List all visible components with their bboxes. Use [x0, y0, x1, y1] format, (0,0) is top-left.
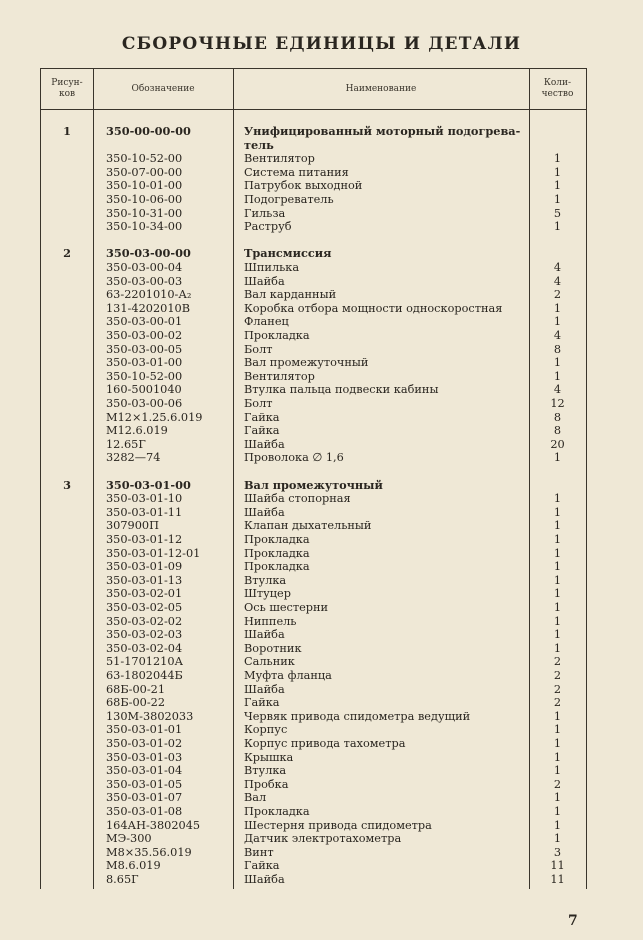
- name-cell: Втулка: [244, 764, 287, 778]
- name-cell: Гайка: [244, 410, 280, 424]
- designation-cell: 350-07-00-00: [106, 165, 183, 179]
- designation-cell: 350-03-01-10: [106, 492, 183, 506]
- quantity-cell: 1: [553, 628, 562, 642]
- figure-cell: [41, 764, 93, 778]
- quantity-cell: 1: [553, 791, 562, 805]
- figure-cell: [41, 207, 93, 221]
- name-cell: Коробка отбора мощности односкоростная: [244, 301, 503, 315]
- designation-cell: МЭ-300: [106, 832, 152, 846]
- quantity-cell: 11: [550, 873, 565, 886]
- quantity-cell: 1: [553, 492, 562, 506]
- name-cell: Шайба: [244, 628, 285, 642]
- name-cell: Вал промежуточный: [244, 477, 383, 492]
- figure-cell: [41, 261, 93, 275]
- name-cell: Вентилятор: [244, 152, 315, 166]
- figure-cell: [41, 832, 93, 846]
- designation-cell: 350-03-00-05: [106, 342, 183, 356]
- figure-cell: [41, 737, 93, 751]
- quantity-cell: 1: [553, 505, 562, 519]
- name-cell: Муфта фланца: [244, 669, 332, 682]
- name-cell: Сальник: [244, 655, 295, 669]
- designation-cell: 131-4202010В: [106, 301, 190, 315]
- figure-cell: [41, 778, 93, 792]
- figure-cell: [41, 315, 93, 329]
- figure-cell: [41, 846, 93, 860]
- figure-cell: [41, 615, 93, 629]
- name-cell: Ось шестерни: [244, 601, 329, 614]
- parts-table: [40, 68, 587, 889]
- quantity-cell: 1: [553, 451, 562, 465]
- figure-cell: [41, 411, 93, 425]
- designation-cell: 160-5001040: [106, 383, 182, 397]
- quantity-cell: 1: [553, 220, 562, 234]
- designation-cell: 350-10-01-00: [106, 179, 183, 193]
- quantity-cell: [529, 479, 586, 493]
- figure-cell: [41, 179, 93, 193]
- designation-cell: 8.65Г: [106, 873, 139, 886]
- designation-cell: 350-00-00-00: [106, 124, 191, 138]
- figure-cell: [41, 275, 93, 289]
- figure-cell: [41, 873, 93, 887]
- name-cell: Прокладка: [244, 805, 310, 818]
- designation-cell: 350-03-01-04: [106, 764, 183, 778]
- quantity-cell: 1: [553, 519, 562, 533]
- designation-cell: 350-03-01-11: [106, 505, 183, 519]
- quantity-cell: 2: [553, 655, 562, 669]
- figure-cell: [41, 356, 93, 370]
- quantity-cell: 4: [553, 274, 562, 288]
- figure-cell: [41, 329, 93, 343]
- quantity-cell: 8: [553, 424, 562, 438]
- figure-cell: [41, 696, 93, 710]
- designation-cell: [106, 139, 236, 153]
- designation-cell: 350-03-01-07: [106, 791, 183, 805]
- name-cell: Втулка: [244, 573, 287, 587]
- quantity-cell: 1: [553, 723, 562, 737]
- quantity-cell: 1: [553, 165, 562, 179]
- designation-cell: 350-03-01-01: [106, 723, 183, 737]
- figure-cell: [41, 451, 93, 465]
- designation-cell: 350-03-01-08: [106, 805, 183, 818]
- figure-cell: [41, 655, 93, 669]
- designation-cell: 350-03-01-13: [106, 573, 183, 587]
- quantity-cell: 1: [553, 832, 562, 846]
- figure-cell: [41, 669, 93, 683]
- designation-cell: 164АН-3802045: [106, 818, 201, 832]
- quantity-cell: 1: [553, 587, 562, 601]
- quantity-cell: 1: [553, 179, 562, 193]
- designation-cell: М12.6.019: [106, 424, 168, 438]
- quantity-cell: 8: [553, 410, 562, 424]
- name-cell: Прокладка: [244, 533, 310, 546]
- designation-cell: 350-10-52-00: [106, 369, 183, 383]
- name-cell: Шайба: [244, 437, 285, 451]
- designation-cell: 307900П: [106, 519, 159, 533]
- figure-cell: [41, 574, 93, 588]
- name-cell: Корпус: [244, 723, 288, 737]
- quantity-cell: 1: [553, 560, 562, 574]
- header-quantity: Коли- чество: [541, 78, 574, 99]
- figure-cell: [41, 193, 93, 207]
- figure-cell: [41, 302, 93, 316]
- figure-cell: [41, 220, 93, 234]
- designation-cell: 350-03-00-00: [106, 246, 191, 261]
- name-cell: Болт: [244, 397, 273, 410]
- quantity-cell: 2: [553, 288, 562, 302]
- figure-cell: 1: [63, 124, 71, 138]
- name-cell: Червяк привода спидометра ведущий: [244, 709, 471, 723]
- figure-cell: [41, 805, 93, 819]
- name-cell: Вентилятор: [244, 369, 315, 383]
- name-cell: Ниппель: [244, 614, 297, 628]
- quantity-cell: 1: [553, 818, 562, 832]
- designation-cell: 350-03-00-06: [106, 397, 183, 410]
- page-number: 7: [568, 913, 578, 929]
- figure-cell: [41, 533, 93, 547]
- name-cell: Трансмиссия: [244, 246, 332, 261]
- designation-cell: 350-03-01-00: [106, 477, 191, 492]
- figure-cell: [41, 152, 93, 166]
- designation-cell: 63-1802044Б: [106, 669, 183, 682]
- quantity-cell: 1: [553, 301, 562, 315]
- figure-cell: [41, 710, 93, 724]
- quantity-cell: 3: [553, 845, 562, 859]
- designation-cell: 350-03-01-02: [106, 737, 183, 750]
- figure-cell: [41, 723, 93, 737]
- figure-cell: [41, 166, 93, 180]
- name-cell: Корпус привода тахометра: [244, 737, 406, 750]
- designation-cell: 51-1701210А: [106, 655, 184, 669]
- figure-cell: [41, 791, 93, 805]
- quantity-cell: [529, 247, 586, 261]
- designation-cell: М8×35.56.019: [106, 845, 192, 859]
- quantity-cell: 12: [550, 397, 565, 410]
- figure-cell: [41, 492, 93, 506]
- name-cell: Болт: [244, 342, 273, 356]
- quantity-cell: 2: [553, 682, 562, 696]
- name-cell: Клапан дыхательный: [244, 519, 372, 533]
- figure-cell: [41, 819, 93, 833]
- name-cell: Система питания: [244, 165, 349, 179]
- designation-cell: 130М-3802033: [106, 709, 194, 723]
- quantity-cell: 1: [553, 641, 562, 655]
- column-divider: [93, 69, 94, 889]
- figure-cell: [41, 628, 93, 642]
- page-title: СБОРОЧНЫЕ ЕДИНИЦЫ И ДЕТАЛИ: [121, 34, 522, 54]
- name-cell: Винт: [244, 845, 274, 859]
- name-cell: Шайба: [244, 682, 285, 696]
- quantity-cell: 1: [553, 573, 562, 587]
- figure-cell: [41, 751, 93, 765]
- designation-cell: 350-03-02-01: [106, 587, 183, 601]
- figure-cell: [41, 547, 93, 561]
- name-cell: Воротник: [244, 641, 302, 655]
- quantity-cell: 8: [553, 342, 562, 356]
- figure-cell: [41, 424, 93, 438]
- designation-cell: 350-03-02-04: [106, 641, 183, 655]
- figure-cell: [41, 683, 93, 697]
- quantity-cell: 4: [553, 383, 562, 397]
- designation-cell: 350-03-01-05: [106, 777, 183, 791]
- designation-cell: 350-03-02-05: [106, 601, 183, 614]
- name-cell: Шайба: [244, 505, 285, 519]
- header-divider: [41, 109, 586, 110]
- designation-cell: 350-10-31-00: [106, 206, 183, 220]
- name-cell: тель: [244, 137, 274, 152]
- figure-cell: [41, 288, 93, 302]
- quantity-cell: 4: [553, 261, 562, 274]
- name-cell: Прокладка: [244, 546, 310, 560]
- figure-cell: [41, 587, 93, 601]
- name-cell: Гильза: [244, 206, 286, 220]
- quantity-cell: 1: [553, 152, 562, 166]
- designation-cell: 350-03-00-01: [106, 315, 183, 329]
- designation-cell: 350-03-01-00: [106, 356, 183, 370]
- designation-cell: 350-03-01-12: [106, 533, 183, 546]
- figure-cell: [41, 642, 93, 656]
- name-cell: Гайка: [244, 424, 280, 438]
- name-cell: Шпилька: [244, 261, 300, 274]
- figure-cell: 3: [63, 477, 71, 492]
- name-cell: Втулка пальца подвески кабины: [244, 383, 439, 397]
- quantity-cell: 2: [553, 669, 562, 682]
- figure-cell: [41, 139, 93, 153]
- quantity-cell: 1: [553, 614, 562, 628]
- quantity-cell: 2: [553, 696, 562, 710]
- quantity-cell: 4: [553, 329, 562, 342]
- figure-cell: [41, 859, 93, 873]
- quantity-cell: [529, 125, 586, 139]
- designation-cell: 350-03-02-02: [106, 614, 183, 628]
- designation-cell: 350-10-06-00: [106, 193, 183, 206]
- designation-cell: 350-03-01-09: [106, 560, 183, 574]
- quantity-cell: 1: [553, 193, 562, 206]
- figure-cell: 2: [63, 246, 71, 261]
- quantity-cell: 1: [553, 750, 562, 764]
- name-cell: Проволока ∅ 1,6: [244, 451, 344, 465]
- designation-cell: 350-03-00-02: [106, 329, 183, 342]
- header-name: Наименование: [345, 83, 417, 94]
- designation-cell: М12×1.25.6.019: [106, 410, 203, 424]
- quantity-cell: 1: [553, 601, 562, 614]
- figure-cell: [41, 383, 93, 397]
- figure-cell: [41, 506, 93, 520]
- quantity-cell: 1: [553, 369, 562, 383]
- name-cell: Гайка: [244, 696, 280, 710]
- name-cell: Вал: [244, 791, 267, 805]
- designation-cell: 350-03-02-03: [106, 628, 183, 642]
- figure-cell: [41, 560, 93, 574]
- figure-cell: [41, 519, 93, 533]
- designation-cell: 3282—74: [106, 451, 161, 465]
- quantity-cell: 1: [553, 315, 562, 329]
- name-cell: Вал промежуточный: [244, 356, 369, 370]
- header-designation: Обозначение: [131, 83, 195, 94]
- name-cell: Шайба стопорная: [244, 492, 351, 506]
- figure-cell: [41, 397, 93, 411]
- quantity-cell: 1: [553, 737, 562, 750]
- name-cell: Шестерня привода спидометра: [244, 818, 432, 832]
- designation-cell: 350-03-01-12-01: [106, 546, 201, 560]
- designation-cell: 350-10-34-00: [106, 220, 183, 234]
- quantity-cell: 1: [553, 546, 562, 560]
- name-cell: Подогреватель: [244, 193, 334, 206]
- name-cell: Унифицированный моторный подогрева-: [244, 124, 521, 138]
- quantity-cell: 1: [553, 764, 562, 778]
- figure-cell: [41, 438, 93, 452]
- header-figure: Рисун- ков: [51, 78, 83, 99]
- name-cell: Штуцер: [244, 587, 291, 601]
- name-cell: Датчик электротахометра: [244, 832, 402, 846]
- name-cell: Патрубок выходной: [244, 179, 363, 193]
- figure-cell: [41, 601, 93, 615]
- name-cell: Прокладка: [244, 329, 310, 342]
- name-cell: Шайба: [244, 873, 285, 886]
- figure-cell: [41, 343, 93, 357]
- figure-cell: [41, 370, 93, 384]
- designation-cell: 350-03-00-03: [106, 274, 183, 288]
- name-cell: Вал карданный: [244, 288, 337, 302]
- designation-cell: М8.6.019: [106, 859, 161, 873]
- name-cell: Гайка: [244, 859, 280, 873]
- quantity-cell: 20: [550, 437, 565, 451]
- quantity-cell: 2: [553, 777, 562, 791]
- name-cell: Шайба: [244, 274, 285, 288]
- quantity-cell: 5: [553, 206, 562, 220]
- designation-cell: 68Б-00-22: [106, 696, 166, 710]
- name-cell: Раструб: [244, 220, 292, 234]
- quantity-cell: 1: [553, 533, 562, 546]
- name-cell: Прокладка: [244, 560, 310, 574]
- quantity-cell: 1: [553, 356, 562, 370]
- quantity-cell: 1: [553, 805, 562, 818]
- designation-cell: 350-03-00-04: [106, 261, 183, 274]
- designation-cell: 12.65Г: [106, 437, 146, 451]
- name-cell: Пробка: [244, 777, 289, 791]
- designation-cell: 350-03-01-03: [106, 750, 183, 764]
- name-cell: Фланец: [244, 315, 289, 329]
- quantity-cell: [529, 139, 586, 153]
- designation-cell: 68Б-00-21: [106, 682, 166, 696]
- designation-cell: 63-2201010-А₂: [106, 288, 192, 302]
- designation-cell: 350-10-52-00: [106, 152, 183, 166]
- quantity-cell: 11: [550, 859, 565, 873]
- name-cell: Крышка: [244, 750, 294, 764]
- quantity-cell: 1: [553, 709, 562, 723]
